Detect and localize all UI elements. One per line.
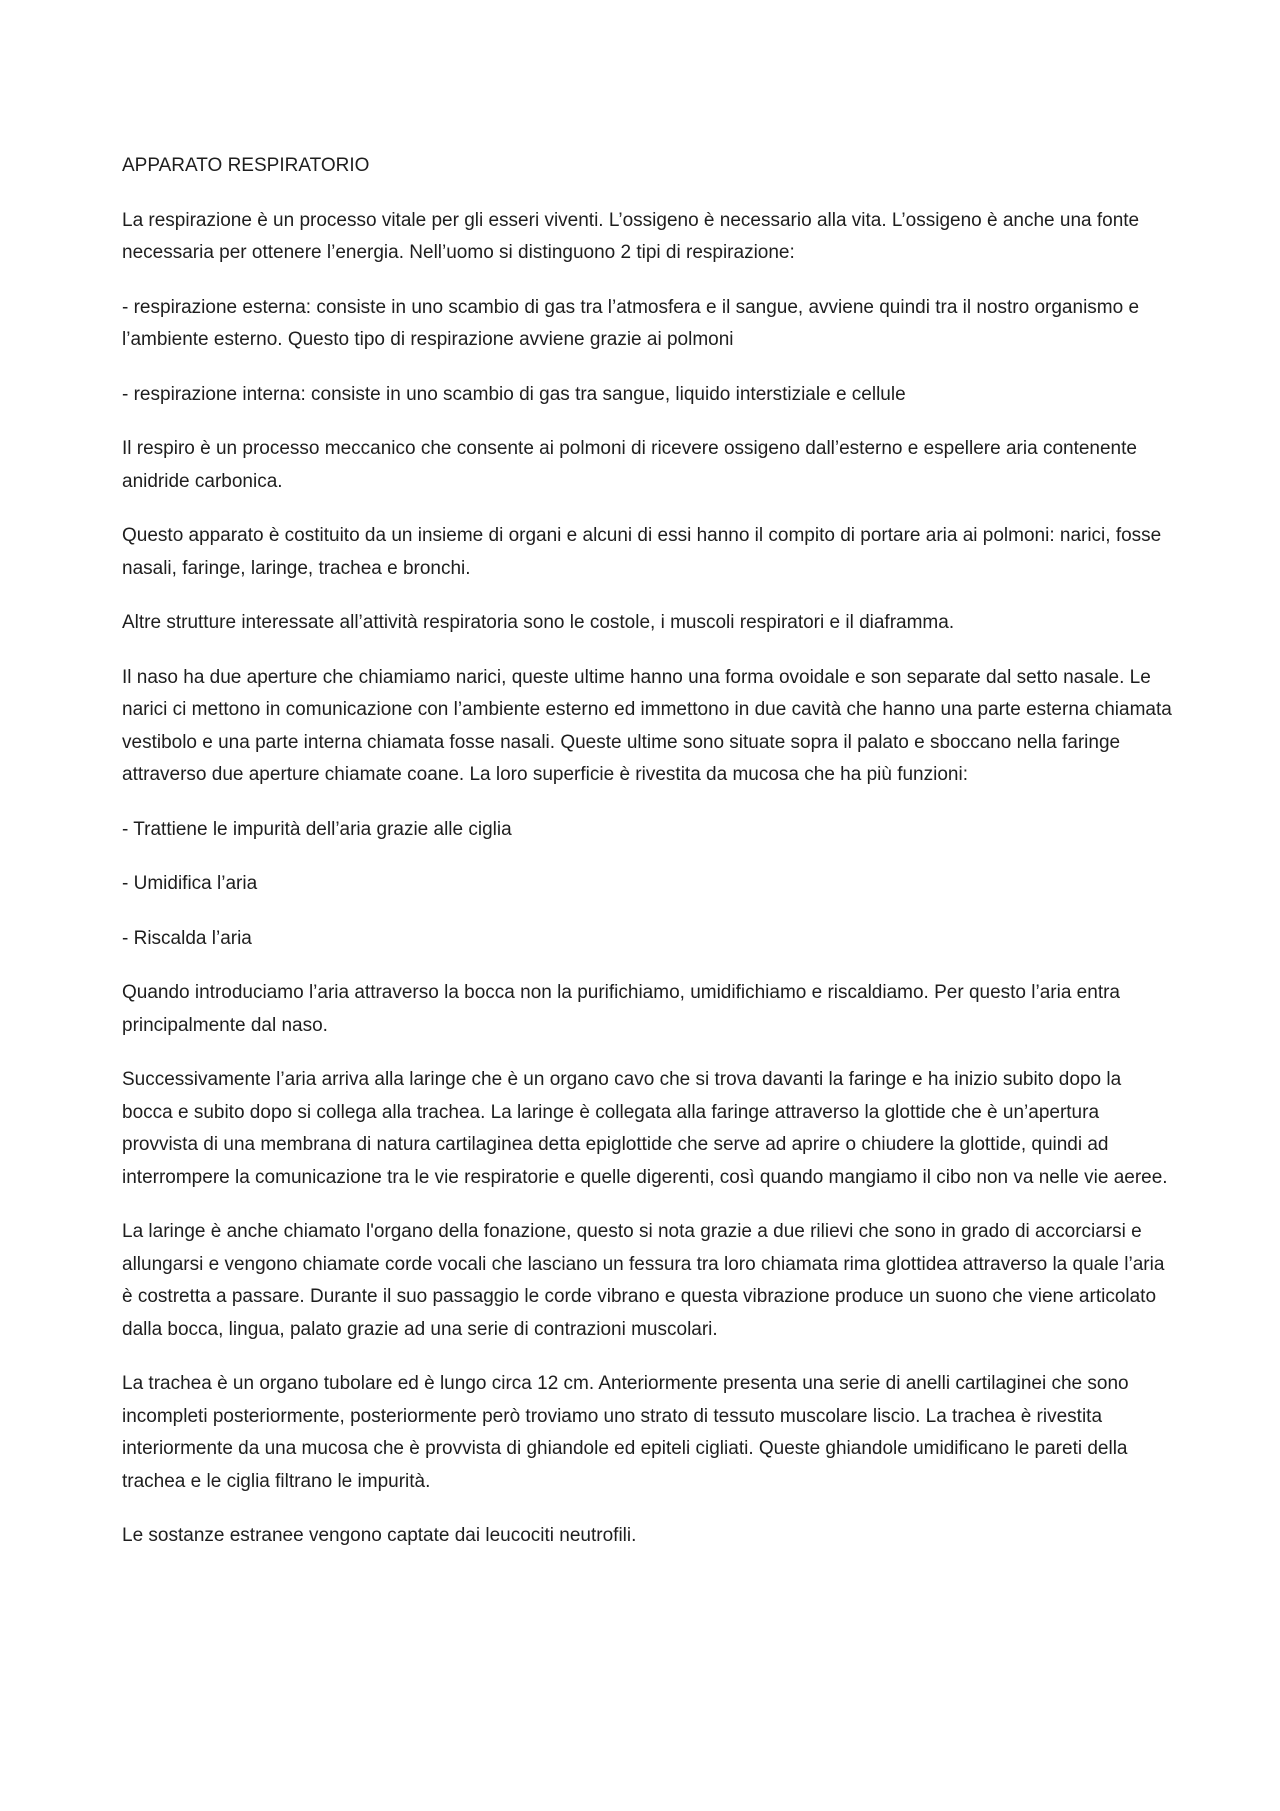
paragraph-external-respiration: - respirazione esterna: consiste in uno scambio di gas tra l’atmosfera e il sangue, avviene quindi tra il nostro organismo e l’ambiente esterno. Questo tipo di respirazione avviene grazie ai polmoni [122,296,1140,350]
paragraph-trachea: La trachea è un organo tubolare ed è lungo circa 12 cm. Anteriormente presenta una serie di anelli cartilaginei che sono incompleti posteriormente, posteriormente però troviamo uno strato di tessuto muscolare liscio. La trachea è rivestita interiormente da una mucosa che è provvista di ghiandole ed epiteli cigliati. Queste ghiandole umidificano le pareti della trachea e le ciglia filtrano le impurità. [122,1373,1129,1492]
paragraph-mouth: Quando introduciamo l’aria attraverso la bocca non la purifichiamo, umidifichiamo e riscaldiamo. Per questo l’aria entra principalmente dal naso. [122,982,1120,1036]
paragraph-breathing: Il respiro è un processo meccanico che consente ai polmoni di ricevere ossigeno dall’esterno e espellere aria contenente anidride carbonica. [122,438,1137,492]
paragraph-larynx: Successivamente l’aria arriva alla laringe che è un organo cavo che si trova davanti la faringe e ha inizio subito dopo la bocca e subito dopo si collega alla trachea. La laringe è collegata alla faringe attraverso la glottide che è un’apertura provvista di una membrana di natura cartilaginea detta epiglottide che serve ad aprire o chiudere la glottide, quindi ad interrompere la comunicazione tra le vie respiratorie e quelle digerenti, così quando mangiamo il cibo non va nelle vie aeree. [122,1069,1168,1188]
list-item-humidify: - Umidifica l’aria [122,873,258,894]
list-item-warm: - Riscalda l’aria [122,927,252,949]
document-page [122,150,1172,1575]
paragraph-intro: La respirazione è un processo vitale per gli esseri viventi. L’ossigeno è necessario alla vita. L’ossigeno è anche una fonte necessaria per ottenere l’energia. Nell’uomo si distinguono 2 tipi di respirazione: [122,209,1140,263]
document-title: APPARATO RESPIRATORIO [122,155,370,176]
paragraph-other-structures: Altre strutture interessate all’attività respiratoria sono le costole, i muscoli respiratori e il diaframma. [122,612,955,633]
paragraph-nose: Il naso ha due aperture che chiamiamo narici, queste ultime hanno una forma ovoidale e son separate dal setto nasale. Le narici ci mettono in comunicazione con l’ambiente esterno ed immettono in due cavità che hanno una parte esterna chiamata vestibolo e una parte interna chiamata fosse nasali. Queste ultime sono situate sopra il palato e sboccano nella faringe attraverso due aperture chiamate coane. La loro superficie è rivestita da mucosa che ha più funzioni: [122,666,1172,785]
paragraph-leukocytes: Le sostanze estranee vengono captate dai leucociti neutrofili. [122,1525,637,1546]
paragraph-internal-respiration: - respirazione interna: consiste in uno scambio di gas tra sangue, liquido interstiziale e cellule [122,383,906,405]
paragraph-organs: Questo apparato è costituito da un insieme di organi e alcuni di essi hanno il compito di portare aria ai polmoni: narici, fosse nasali, faringe, laringe, trachea e bronchi. [122,525,1162,579]
paragraph-phonation: La laringe è anche chiamato l'organo della fonazione, questo si nota grazie a due rilievi che sono in grado di accorciarsi e allungarsi e vengono chiamate corde vocali che lasciano un fessura tra loro chiamata rima glottidea attraverso la quale l’aria è costretta a passare. Durante il suo passaggio le corde vibrano e questa vibrazione produce un suono che viene articolato dalla bocca, lingua, palato grazie ad una serie di contrazioni muscolari. [122,1221,1165,1340]
list-item-impurities: - Trattiene le impurità dell’aria grazie alle ciglia [122,818,512,840]
